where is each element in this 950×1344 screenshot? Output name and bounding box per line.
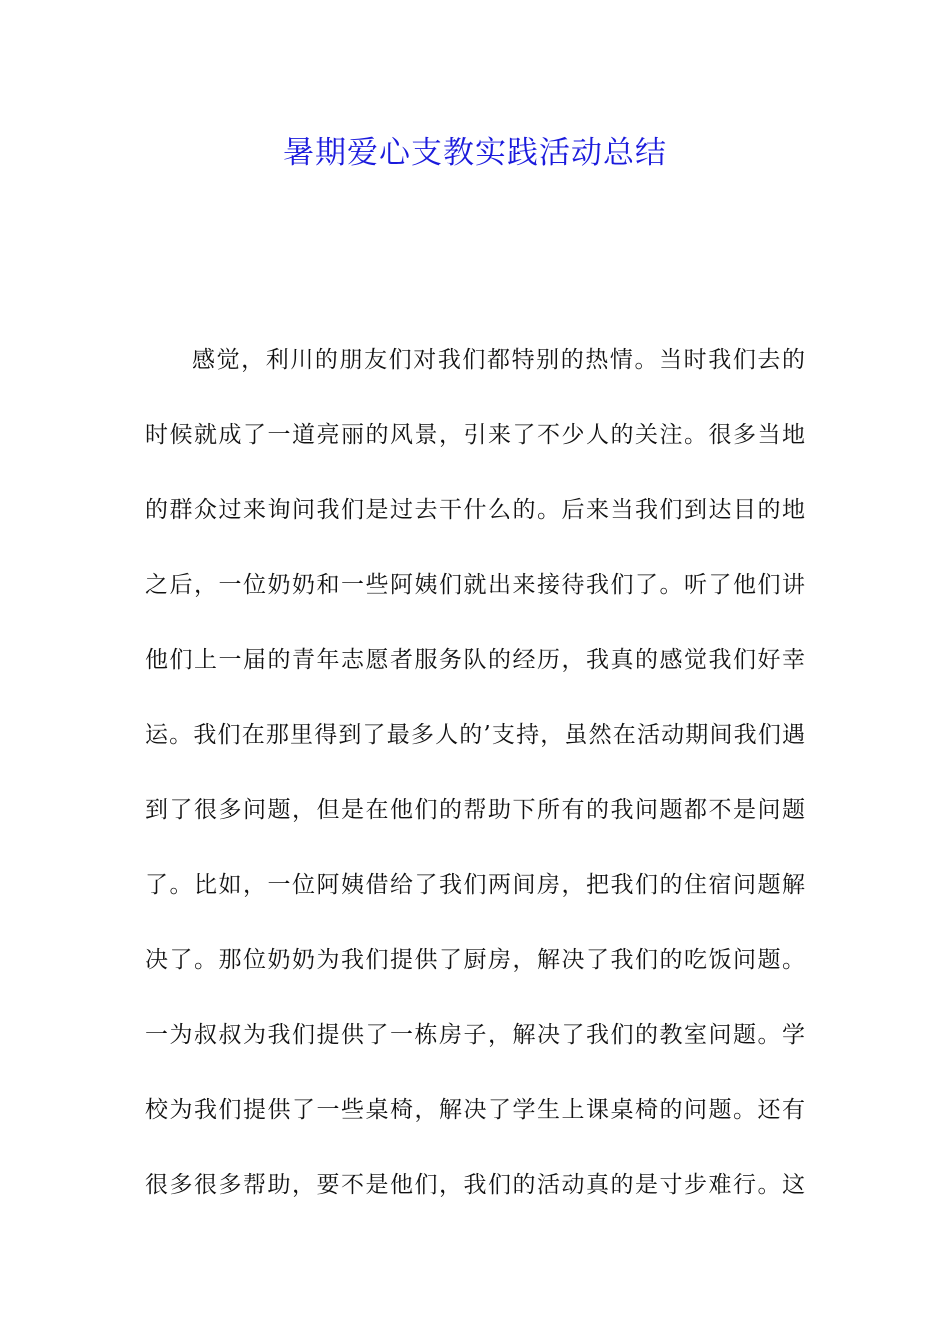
- paragraph-line: 了。比如，一位阿姨借给了我们两间房，把我们的住宿问题解: [145, 872, 805, 898]
- paragraph-line: 运。我们在那里得到了最多人的’支持，虽然在活动期间我们遇: [145, 722, 805, 748]
- document-title: 暑期爱心支教实践活动总结: [283, 135, 667, 171]
- paragraph-line: 时候就成了一道亮丽的风景，引来了不少人的关注。很多当地: [145, 422, 805, 448]
- paragraph-line: 之后，一位奶奶和一些阿姨们就出来接待我们了。听了他们讲: [145, 572, 805, 598]
- paragraph-line: 感觉，利川的朋友们对我们都特别的热情。当时我们去的: [192, 347, 805, 373]
- paragraph-line: 一为叔叔为我们提供了一栋房子，解决了我们的教室问题。学: [145, 1022, 805, 1048]
- paragraph-line: 决了。那位奶奶为我们提供了厨房，解决了我们的吃饭问题。: [145, 947, 805, 973]
- body-paragraph: [145, 340, 805, 1240]
- paragraph-line: 校为我们提供了一些桌椅，解决了学生上课桌椅的问题。还有: [145, 1097, 805, 1123]
- paragraph-line: 的群众过来询问我们是过去干什么的。后来当我们到达目的地: [145, 497, 805, 523]
- paragraph-line: 很多很多帮助，要不是他们，我们的活动真的是寸步难行。这: [145, 1172, 805, 1198]
- paragraph-line: 到了很多问题，但是在他们的帮助下所有的我问题都不是问题: [145, 797, 805, 823]
- paragraph-line: 他们上一届的青年志愿者服务队的经历，我真的感觉我们好幸: [145, 647, 805, 673]
